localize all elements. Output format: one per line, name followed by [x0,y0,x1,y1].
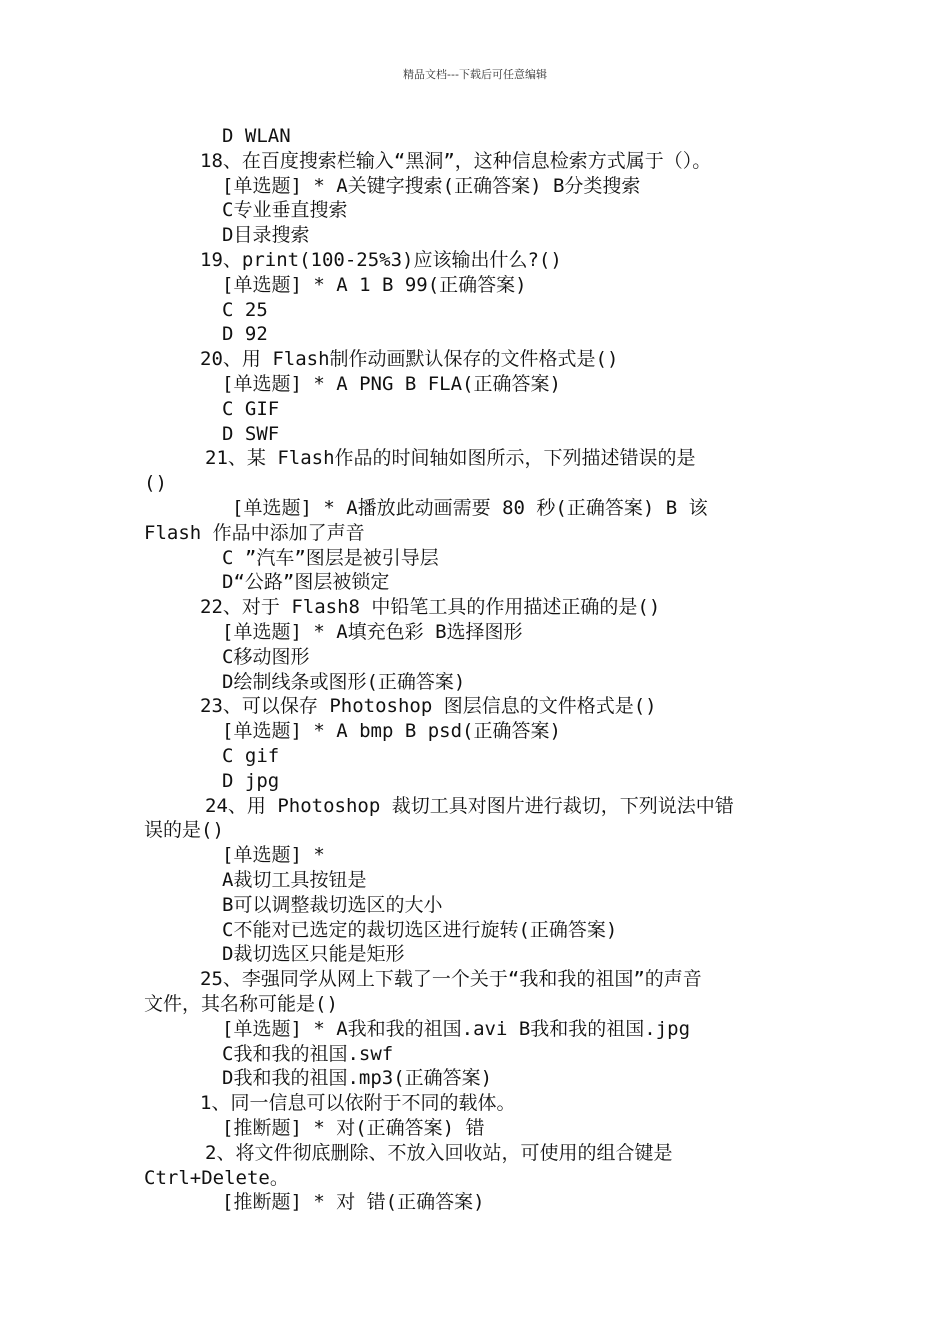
text-line: 2、将文件彻底删除、不放入回收站，可使用的组合键是 [205,1141,673,1164]
page-header: 精品文档---下载后可任意编辑 [403,68,547,81]
text-line: 25、李强同学从网上下载了一个关于“我和我的祖国”的声音 [200,968,702,991]
text-line: C我和我的祖国.swf [222,1042,394,1065]
text-line: D裁切选区只能是矩形 [222,943,405,966]
text-line: 18、在百度搜索栏输入“黑洞”，这种信息检索方式属于（）。 [200,149,712,172]
text-line: D我和我的祖国.mp3(正确答案) [222,1067,493,1090]
text-line: D绘制线条或图形(正确答案) [222,670,466,693]
text-line: () [144,472,167,495]
text-line: [推断题] * 对(正确答案) 错 [222,1117,485,1139]
text-line: 22、对于 Flash8 中铅笔工具的作用描述正确的是() [200,596,661,619]
text-line: Flash 作品中添加了声音 [144,521,365,544]
text-line: [单选题] * [222,844,325,867]
text-line: [推断题] * 对 错(正确答案) [222,1191,485,1214]
text-line: D SWF [222,422,280,445]
text-line: C移动图形 [222,645,310,668]
text-line: [单选题] * A PNG B FLA(正确答案) [222,373,561,395]
text-line: C不能对已选定的裁切选区进行旋转(正确答案) [222,918,618,941]
text-line: [单选题] * A关键字搜索(正确答案) B分类搜索 [222,174,641,197]
text-line: [单选题] * A我和我的祖国.avi B我和我的祖国.jpg [222,1017,691,1040]
text-line: 20、用 Flash制作动画默认保存的文件格式是() [200,348,619,371]
text-line: [单选题] * A bmp B psd(正确答案) [222,720,561,743]
text-line: C gif [222,745,280,767]
text-line: B可以调整裁切选区的大小 [222,893,443,916]
text-line: D目录搜索 [222,224,310,247]
text-line: D 92 [222,323,268,346]
text-line: 文件，其名称可能是() [144,993,338,1015]
text-line: C GIF [222,397,280,420]
text-line: [单选题] * A填充色彩 B选择图形 [222,621,523,643]
text-line: 24、用 Photoshop 裁切工具对图片进行裁切，下列说法中错 [205,794,734,817]
text-line: A裁切工具按钮是 [222,869,367,891]
text-line: 1、同一信息可以依附于不同的载体。 [200,1092,516,1115]
text-line: 23、可以保存 Photoshop 图层信息的文件格式是() [200,695,657,718]
text-line: D WLAN [222,125,291,147]
text-line: 21、某 Flash作品的时间轴如图所示，下列描述错误的是 [205,447,696,470]
text-line: C 25 [222,298,268,321]
text-line: D jpg [222,769,280,792]
text-line: [单选题] * A播放此动画需要 80 秒(正确答案) B 该 [232,497,708,519]
text-line: D“公路”图层被锁定 [222,571,390,594]
text-line: [单选题] * A 1 B 99(正确答案) [222,273,527,296]
text-line: C专业垂直搜索 [222,199,348,222]
text-line: 19、print(100-25%3)应该输出什么?() [200,249,562,271]
text-line: 误的是() [144,819,224,842]
text-line: C ”汽车”图层是被引导层 [222,546,439,569]
text-line: Ctrl+Delete。 [144,1166,289,1189]
